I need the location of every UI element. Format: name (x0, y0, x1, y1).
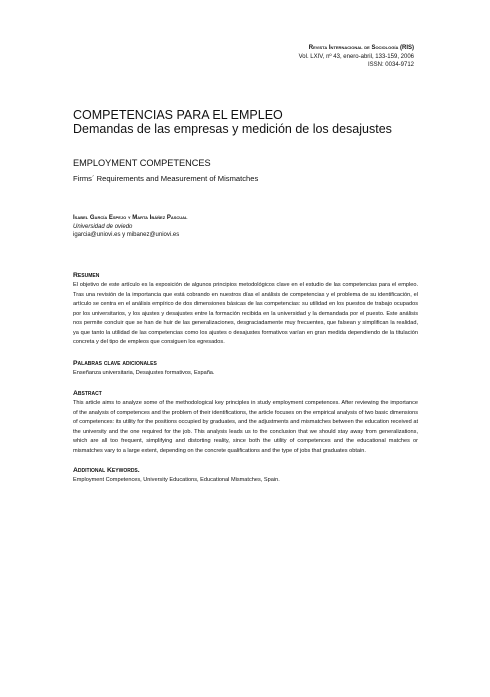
palabras-clave-text: Enseñanza universitaria, Desajustes formativos, España. (73, 370, 215, 376)
subtitle-spanish: Demandas de las empresas y medición de los desajustes (73, 122, 392, 136)
subtitle-english: Firms´ Requirements and Measurement of Mismatches (73, 174, 259, 183)
journal-issn: ISSN: 0034-9712 (367, 62, 414, 68)
author-institution: Universidad de oviedo (73, 223, 133, 230)
title-block (73, 108, 418, 136)
palabras-clave-section (73, 359, 418, 379)
abstract-heading: Abstract (73, 390, 102, 397)
resumen-section (73, 271, 418, 348)
palabras-clave-heading: Palabras clave adicionales (73, 360, 157, 367)
journal-name: Revista Internacional de Sociología (RIS) (308, 45, 414, 51)
authors-block (73, 214, 418, 240)
journal-header (299, 44, 414, 70)
abstract-text: This article aims to analyze some of the methodological key principles in study employment competences. After reviewing the importance of the analysis of competences and the problem of their identifications, the article focuses on the empirical analysis of two basic dimensions of competences: its utility for the positions occupied by graduates, and the adjustments and mismatches between the education received at the university and the one required for the job. This analysis leads us to the conclusion that we should stay away from generalizations, which are all too frequent, simplifying and distorting reality, since both the utility of competences and the educational matches or mismatches vary to a large extent, depending on the concrete qualifications and the type of jobs that graduates obtain. (73, 400, 418, 454)
journal-volume: Vol. LXIV, nº 43, enero-abril, 133-159, 2006 (298, 53, 414, 60)
abstract-section (73, 389, 418, 456)
resumen-heading: Resumen (73, 272, 100, 279)
title-spanish: COMPETENCIAS PARA EL EMPLEO (73, 108, 283, 122)
keywords-text: Employment Competences, University Educations, Educational Mismatches, Spain. (73, 477, 280, 483)
keywords-section (73, 466, 418, 486)
title-english: EMPLOYMENT COMPETENCES (73, 158, 211, 168)
author-names: Isabel García Espejo y Marta Ibáñez Pascual (73, 215, 188, 221)
author-emails: igarcia@uniovi.es y mibanez@uniovi.es (73, 232, 180, 238)
keywords-heading: Additional Keywords. (73, 467, 140, 474)
resumen-text: El objetivo de este artículo es la exposición de algunos principios metodológicos clave en el estudio de las competencias para el empleo. Tras una revisión de la importancia que está cobrando en nuestros días el análisis de competencias y el problema de su identificación, el artículo se centra en el análisis empírico de dos dimensiones básicas de las competencias: su utilidad en los puestos de trabajo ocupados por los universitarios, y los ajustes y desajustes entre la formación recibida en la universidad y la demandada por el puesto. Este análisis nos permite concluir que se han de huir de las generalizaciones, desgraciadamente muy frecuentes, que falsean y simplifican la realidad, ya que tanto la utilidad de las competencias como los ajustes o desajustes formativos varían en gran medida dependiendo de la titulación concreta y del tipo de empleos que consiguen los egresados. (73, 282, 418, 345)
